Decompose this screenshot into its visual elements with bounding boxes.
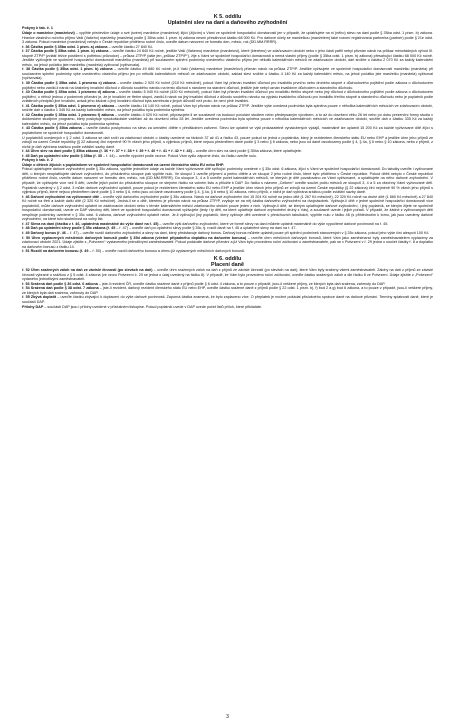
paragraph: Údaje o dětech žijících s poplatníkem ve společně hospodařící domácnosti na území členského státu EU nebo EHP. — [22, 162, 224, 167]
paragraph: ř. 55 Zbývá doplatit – uveďte částku zbývající k doplacení do výše daňové povinnosti. Zaporná částka znamená, že bylo zaplaceno více. O přeplatek je možné požádat příslušného správce daně na daňové přiznání. Termíny splatnosti daně, které je součástí DAP. — [22, 295, 433, 304]
paragraph: ř. 52 Úhrn sražených záloh na daň ze závislé činnosti (po slevách na daň) – uveďte úhrn sražených záloh na daň z příjmů ze závislé činnosti (po slevách na daň), které Vám byly sraženy všemi zaměstnavateli. Zálohy na daň z příjmů ze závislé činnosti vybrané u srážkou z § 5 odst. 4 zákona (ve vzoru Potvrzení č. 29 se jedná o údaj uvedený na řádku 8). V případě, že Vám bylo provedeno roční zúčtování, uveďte částku sražených záloh a dle řádku 8 ve Potvrzení. Údaje zjistíte z „Potvrzení“ vydaného jednotlivými zaměstnavateli. — [22, 268, 434, 282]
section-6-subheading: Placení daně — [211, 261, 244, 268]
paragraph: U poplatníků uvedených v § 2 odst. 3 zákona se daň sníží za zdaňovací období o částky uvedené na řádcích 37 až 41 a řádku 43, pouze pokud se jedná o poplatníka, který je rezidentem členského státu EU nebo EHP a jestliže úhrn jeho příjmů ze zdrojů na území České republiky (§ 22 zákona) činí nejméně 90 % všech jeho příjmů, s výjimkou příjmů, které nejsou předmětem daně podle § 3 nebo § 6 zákona, nebo jsou od daně osvobozeny podle § 4, § 4a, § 6 nebo § 10 zákona, nebo z příjmů, z nichž je daň vybírána srážkou podle zvláštní sazby daně. — [22, 135, 433, 149]
paragraph: ř. 45 Daň po uplatnění slev podle § 35ba (ř. 35 – ř. 44) – uveďte výpočet podle vzorce. Pokud Vám vyšlo záporné číslo, do řádku uveďte nulu. — [22, 153, 257, 158]
section-5-subheading: Uplatnění slev na dani a daňového zvýhodnění — [167, 20, 288, 27]
paragraph: ř. 39 Částka podle § 35ba odst. 1 písmeno c) zákona – uveďte částku 2 520 Kč ročně (210 Kč měsíčně), pokud Vám byl přiznán invalidní důchod pro invaliditu prvního nebo druhého stupně z důchodového pojištění podle zákona o důchodovém pojištění nebo zanikl-li nárok na částečný invalidní důchod z důvodu souběhu nároku na tento důchod s nárokem na starobní důchod, jestliže jste nebyl uznán invalidním důchodem a starobního důchodu. — [22, 80, 433, 90]
paragraph: ř. 49 Daňový bonus (ř. 46 – ř. 47) – uveďte rozdíl daňového zvýhodnění a slevy na dani, který představuje daňový bonus. Daňový bonus můžete uplatnit pouze při splnění podmínek stanovených v § 35c zákona, pokud jeho výše činí alespoň 100 Kč. — [22, 231, 430, 236]
paragraph: ř. 53 Sražená daň podle § 36 odst. 6 zákona – jste-li rezident ČR, uveďte částku sražené daně z příjmů podle § 6 odst. 4 zákona, a to pouze v případě, jsou-li veškeré příjmy, ze kterých byla daň sražena, zahrnuty do DAP. — [22, 281, 386, 286]
paragraph: ř. 40 Částka podle § 35ba odst. 1 písmeno d) zákona – uveďte částku 5 040 Kč ročně (420 Kč měsíčně), pokud Vám byl přiznán invalidní důchod pro invaliditu třetího stupně nebo jiný důchod z důchodového pojištění podle zákona o důchodovém pojištění, u něhož jednou z podmínek přiznání je, že je invalidní ve třetím stupni, zanikl-li nárok na jiný invalidní důchod z důvodu souběhu nároku na výplatu invalidního důchodu pro invaliditu třetího stupně a starobního důchodu nebo je poplatník podle zvláštních předpisů jiné invalidní, avšak jeho žádost o jiný invalidní důchod byla zamítnuta z jiných důvodů než proto, že není plně invalidní. — [22, 90, 433, 104]
section-5 — [22, 14, 433, 254]
paragraph: ř. 37 Částka podle § 35ba odst. 1 písm. b) zákona – uveďte částku 24 840 Kč ročně, jestliže Vaší (Vašemu) manželce (manželovi), které (kterému) ve zdaňovacím období nebo v jeho části patřil nebyl přiznán nárok na průkaz mimořádných výhod III. stupně ZTP/P (zvlášť těžce postižení s potřebou průvodce) – průkaz ZTP/P (dále jen „průkaz ZTP/P“), žije s Vámi ve společně hospodařící domácnosti a nemá vlastní příjmy (podle § 35ba odst. 1 písm. b) zákona) přesahující částku 68 000 Kč ročně. Jestliže vyživujete ve společně hospodařící domácnosti manželku (manžela) při současném splnění podmínky uvedeného vlastního příjmu jen několik kalendářních měsíců ve zdaňovacím období, daň snížíte o částku 2 070 Kč za každý kalendářní měsíc, na jehož počátku jste manželku (manžela) vyživoval (vyživovala). — [22, 49, 433, 67]
paragraph: ř. 43 Částka podle § 35ba zákona – uveďte částku poskytnutou na slevu za umístění dítěte v předškolním zařízení. Slevu lze uplatnit ve výši prokazatelně vynaložených výdajů, maximálně lze uplatnit 15 200 Kč za každé vyživované dítě žijící s poplatníkem ve společně hospodařící domácnosti. — [22, 126, 433, 135]
paragraph: Pokyny k tab. č. 1 — [22, 26, 53, 31]
paragraph: Údaje o manželce (manželovi) – vyplňte především údaje o své (svém) manželce (manželovi) žijící (žijícím) s Vámi ve společně hospodařící domácnosti jen v případě, že uplatňujete na ni (něho) slevu na dani podle § 35ba odst. 1 písm. b) zákona. Hranice vlastního ročního příjmu Vaší (Vašeho) manželky (manžela) podle § 35ba odst. 1 písm. b) zákona nesmí přesáhnout částku 68 000 Kč. Pro daňové účely se manželkou (manželem) také rozumí registrovaná partnerka (partner) podle § 21e odst. 3 zákona. Pokud manželce (manželovi) nebylo v České republice přiděleno rodné číslo, uveďte datum narození ve formátu den, měsíc, rok (DD.MM.RRRR). — [22, 30, 433, 45]
paragraph: ř. 48 Daň po uplatnění slevy podle § 35c zákona (ř. 45 – ř. 47) – uveďte daň po uplatnění slevy podle § 35c, tj. rozdíl daně na ř. 45 a uplatněné slevy na dani na ř. 47. — [22, 226, 297, 231]
paragraph: ř. 51 Rozdíl na daňovém bonusu (ř. 49 – ř. 50) – uveďte rozdíl daňového bonusu a úhrnu již vyplacených měsíčních daňových bonusů. — [22, 249, 246, 254]
paragraph: ř. 36 Částka podle § 35ba odst. 1 písm. a) zákona – uveďte částku 27 840 Kč. — [22, 44, 154, 49]
section-6-heading: K 6. oddílu — [213, 255, 242, 262]
paragraph: ř. 54 Sražená daň podle § 38 odst. 7 zákona – jste-li rezident, daňový rezident členského státu EU nebo EHP, uveďte částku sražené daně z příjmů podle § 22 odst. 1 písm. b), f) bod 2 a g) bod 6 zákona, a to pouze v případě, jsou-li veškeré příjmy, ze kterých byla daň sražena, zahrnuty do DAP. — [22, 286, 433, 295]
paragraph: ř. 41 Částka podle § 35ba odst. 1 písmeno e) zákona – uveďte částku 16 140 Kč ročně, pokud Vám byl přiznán nárok na průkaz ZTP/P. Jestliže výše uvedená podmínka byla splněna pouze v několika kalendářních měsících ve zdaňovacím období, snížíte daň o částku 1 345 Kč za každý kalendářní měsíc, na jehož počátku byla podmínka splněna. — [22, 103, 433, 113]
paragraph: ř. 38 Částka podle § 35ba odst. 1 písm. b) zákona – uveďte částku 49 680 Kč ročně, je-li Vaší (Vašemu) manželce (manželovi) přiznán nárok na průkaz ZTP/P. Jestliže vyživujete ve společně hospodařící domácnosti manželku (manžela) při současném splnění podmínky výše uvedeného vlastního příjmu jen po několik kalendářních měsíců ve zdaňovacím období, zaklad sleví snížíte o částku 4 140 Kč za každý kalendářní měsíc, na jehož počátku jste manželku (manžela) vyživoval (vyživovala). — [22, 67, 433, 81]
section-6 — [22, 256, 433, 309]
paragraph: Pokyny k tab. č. 2 — [22, 158, 53, 163]
paragraph: Pokud uplatňujete daňové zvýhodnění podle § 35c zákona, vyplňte jednotlivé údaje za každé Vámi vyživované dítě splňující podmínky uvedené v § 35c odst. 6 zákona, žijící s Vámi ve společně hospodařící domácnosti. Do tabulky uveďte i vyživované děti, u kterých neuplatňujete daňové zvýhodnění, do příslušného sloupce pak vyplňte nulu. Ve sloupci 1 uveďte příjmení a jméno dítěte a ve sloupci 2 jeho rodné číslo, které bylo přiděleno v České republice. Pokud dítěti nebylo v České republice přiděleno rodné číslo, uveďte datum narození ve formátu den, měsíc, rok (DD.MM.RRRR). Do sloupce 3, 4 a 5 uveďte počet kalendářních měsíců, ve kterých je dítě považováno za Vámi vyživované, a uplatňujete na něho daňové zvýhodnění. V případě, že vyživujete více než 5 dětí, uveďte jejich počet do příslušného sloupce ve stejném řádku na volném listu a přiložte k DAP. Do řádku s názvem „Celkem“ uveďte součet počtu měsíců ze sloupců 3, 4 a 5 za všechny Vámi vyživované děti. Poplatník uvedený v § 2 odst. 3 může daňové zvýhodnění uplatnit, pouze pokud je rezidentem členského státu EU nebo EHP a jestliže úhrn všech jeho příjmů ze zdrojů na území České republiky (§ 22 zákona) činí nejméně 90 % všech jeho příjmů s výjimkou příjmů, které nejsou předmětem daně podle § 3 nebo § 6, nebo jsou od daně osvobozeny podle § 4, § 4a, § 6 nebo § 10 zákona, nebo příjmů, z nichž je daň vybírána srážkou podle zvláštní sazby daně. — [22, 167, 433, 195]
section-5-heading: K 5. oddílu — [213, 14, 242, 20]
paragraph: ř. 47 Sleva na dani (částka z ř. 46, uplatněná maximálně do výše daně na ř. 45) – uveďte výši daňového zvýhodnění, které ve formě slevy na dani můžete uplatnit maximálně do výše vypočtené daňové povinnosti na ř. 45. — [22, 221, 389, 226]
paragraph: ř. 46 Daňové zvýhodnění na vyživované dítě – uveďte výši daňového zvýhodnění podle § 35c zákona. Nárok na daňové zvýhodnění činí 15 204 Kč ročně na jedno dítě (1 267 Kč měsíčně), 22 320 Kč ročně na druhé dítě (1 860 Kč měsíčně) a 27 840 Kč ročně na třetí a každé další dítě (2 320 Kč měsíčně). Jedná-li se o dítě, kterému je přiznán nárok na průkaz ZTP/P, zvyšuje se na něj částka daňového zvýhodnění na dvojnásobek. Vyživuje-li dítě v jedné společně hospodařící domácnosti více poplatníků, může daňové zvýhodnění uplatnit ve zdaňovacím období nebo v témže kalendářním měsíci zdaňovacího období pouze jeden z nich. Vyživuje-li dítě, se kterým uplatňujete daňové zvýhodnění, i jiný poplatník, se kterým žijete ve společně hospodařící domácnosti, uvede ve DAP všechny děti, které ve společně hospodařící domácnosti vyživujete (tedy i ty děti, na které uplatňuje daňové zvýhodnění druhý z Vás), a současně uvede i jejich pořadí. V případě, že žádné z vyživovaných dětí nesplňuje podmínky uvedené v § 35c odst. 6 zákona, daňové zvýhodnění uplatnit nelze. Je-li vyživující jiný poplatník, který vyživuje děti uvedené v předchozích tabulkách, vyplňte nulu v řádku 46 (s přihlédnutím k tomu, jak jsou uvedeny daňové zvýhodnění, na které tuto skutečnost na volný list. — [22, 194, 433, 222]
section-5-body — [22, 26, 433, 253]
paragraph: Přílohy DAP – součástí DAP jsou i přílohy uvedené v příslušném tiskopise. Pokud poplatník uvede v DAP uvede počet listů příloh, které přikládáte. — [22, 304, 263, 309]
paragraph: ř. 44 Úhrn slev na dani podle § 35ba zákona (ř. 36 + ř. 37 + ř. 38 + ř. 39 + ř. 40 + ř. 41 + ř. 42 + ř. 43) – uveďte úhrn slev na dani podle § 35ba zákona, které uplatňujete. — [22, 149, 302, 154]
paragraph: ř. 42 Částka podle § 35ba odst. 1 písmeno f) zákona – uveďte částku 4 020 Kč ročně, připravujete-li se soustavně na budoucí povolání studiem nebo předepsaným výcvikem, a to až do dovršení věku 26 let nebo po dobu prezenční formy studia v doktorském studijním programu, který poskytuje vysokoškolské vzdělání až do dovršení věku 28 let. Jestliže uvedená podmínka byla splněna pouze v několika kalendářních měsících ve zdaňovacím období, snížíte daň o částku 335 Kč za každý kalendářní měsíc, na jehož počátku byla podmínka splněna. — [22, 112, 434, 126]
paragraph: ř. 50 Úhrn vyplacených měsíčních daňových bonusů podle § 35d zákona (včetně případného doplatku na daňovém bonusu) – uveďte úhrn měsíčních daňových bonusů, které Vám jako zaměstnanci byly zaměstnavatelem vyplaceny za zdaňovací období 2021. Údaje zjistíte z „Potvrzení“ vystaveného jednotlivými zaměstnavateli. Pokud podáváte daňové přiznání a již Vám bylo provedeno roční zúčtování u zaměstnavatele, pak se v Potvrzení v ř. 29 jedná o součet částky ř. 8 a doplatku na daňovém bonusu z řádku 14. — [22, 235, 433, 249]
section-6-body — [22, 268, 433, 309]
page-number: 3 — [226, 714, 229, 720]
